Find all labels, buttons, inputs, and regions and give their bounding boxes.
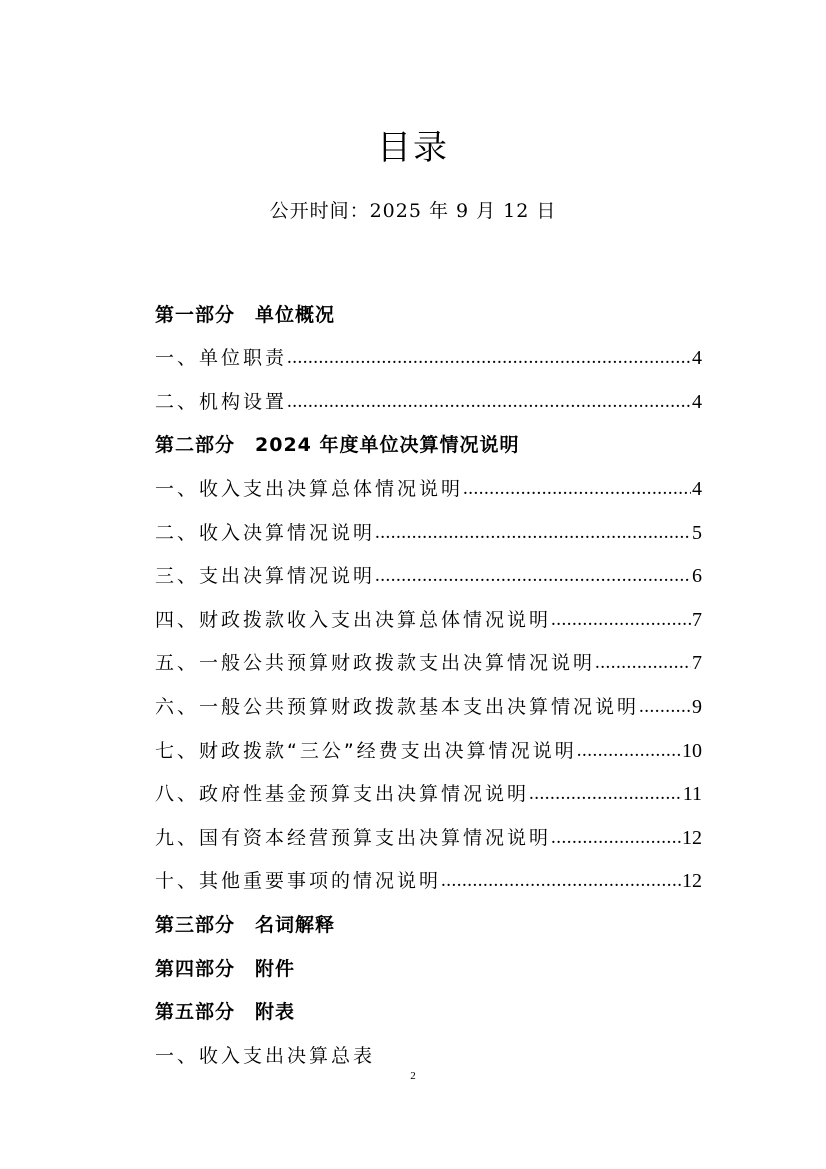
toc-entry-label: 二、收入决算情况说明 — [155, 521, 376, 544]
toc-section[interactable] — [155, 982, 702, 1026]
toc-page-number: 7 — [692, 608, 702, 631]
toc-entry[interactable] — [155, 502, 702, 546]
toc-entry-label: 三、支出决算情况说明 — [155, 565, 376, 588]
toc-leader — [463, 476, 691, 502]
toc-section[interactable] — [155, 284, 702, 328]
toc-entry-label: 九、国有资本经营预算支出决算情况说明 — [155, 826, 552, 849]
toc-entry[interactable] — [155, 546, 702, 590]
toc-entry-label: 七、财政拨款“三公”经费支出决算情况说明 — [155, 739, 577, 762]
toc-leader — [441, 868, 681, 894]
toc-entry[interactable] — [155, 720, 702, 764]
toc-leader — [375, 520, 691, 546]
toc-entry-label: 一、单位职责 — [155, 347, 288, 370]
publication-date: 公开时间：2025 年 9 月 12 日 — [269, 200, 557, 222]
toc-leader — [529, 781, 682, 807]
toc-entry[interactable] — [155, 764, 702, 808]
toc-entry-label: 五、一般公共预算财政拨款支出决算情况说明 — [155, 652, 596, 675]
page-footer-number: 2 — [410, 1070, 416, 1082]
toc-section-label: 第一部分 单位概况 — [155, 303, 336, 326]
toc-page-number: 12 — [682, 870, 702, 893]
toc-page-number: 9 — [692, 695, 702, 718]
toc-entry[interactable] — [155, 807, 702, 851]
toc-entry[interactable] — [155, 851, 702, 895]
toc-section-label: 第四部分 附件 — [155, 957, 296, 980]
toc-entry-label: 一、收入支出决算总体情况说明 — [155, 477, 464, 500]
toc-page-number: 12 — [682, 826, 702, 849]
toc-leader — [287, 345, 691, 371]
toc-entry-label: 十、其他重要事项的情况说明 — [155, 870, 442, 893]
toc-page-number: 10 — [682, 739, 702, 762]
toc-leader — [287, 389, 691, 415]
toc-entry[interactable] — [155, 589, 702, 633]
toc-leader — [375, 563, 691, 589]
page-title: 目录 — [377, 128, 449, 168]
toc-section-label: 第二部分 2024 年度单位决算情况说明 — [155, 434, 520, 457]
toc-entry[interactable] — [155, 328, 702, 372]
toc-entry-label: 四、财政拨款收入支出决算总体情况说明 — [155, 608, 552, 631]
toc-page-number: 11 — [682, 783, 702, 806]
toc-entry[interactable] — [155, 1025, 702, 1069]
toc-page-number: 6 — [692, 565, 702, 588]
toc-page-number: 4 — [692, 390, 702, 413]
toc-entry-label: 八、政府性基金预算支出决算情况说明 — [155, 783, 530, 806]
toc-section[interactable] — [155, 415, 702, 459]
toc-page-number: 5 — [692, 521, 702, 544]
toc-leader — [551, 607, 691, 633]
toc-leader — [595, 650, 691, 676]
toc-entry[interactable] — [155, 371, 702, 415]
toc-section-label: 第五部分 附表 — [155, 1001, 296, 1024]
toc-section[interactable] — [155, 938, 702, 982]
toc-section[interactable] — [155, 894, 702, 938]
toc-section-label: 第三部分 名词解释 — [155, 913, 336, 936]
toc-leader — [551, 825, 681, 851]
toc-entry[interactable] — [155, 633, 702, 677]
toc-entry[interactable] — [155, 458, 702, 502]
toc-page-number: 4 — [692, 477, 702, 500]
toc-entry[interactable] — [155, 676, 702, 720]
toc-page-number: 7 — [692, 652, 702, 675]
toc-leader — [577, 738, 681, 764]
toc-entry-label: 一、收入支出决算总表 — [155, 1044, 376, 1067]
toc-leader — [639, 694, 691, 720]
toc-page-number: 4 — [692, 347, 702, 370]
toc-entry-label: 六、一般公共预算财政拨款基本支出决算情况说明 — [155, 695, 640, 718]
table-of-contents — [155, 284, 702, 1069]
toc-entry-label: 二、机构设置 — [155, 390, 288, 413]
